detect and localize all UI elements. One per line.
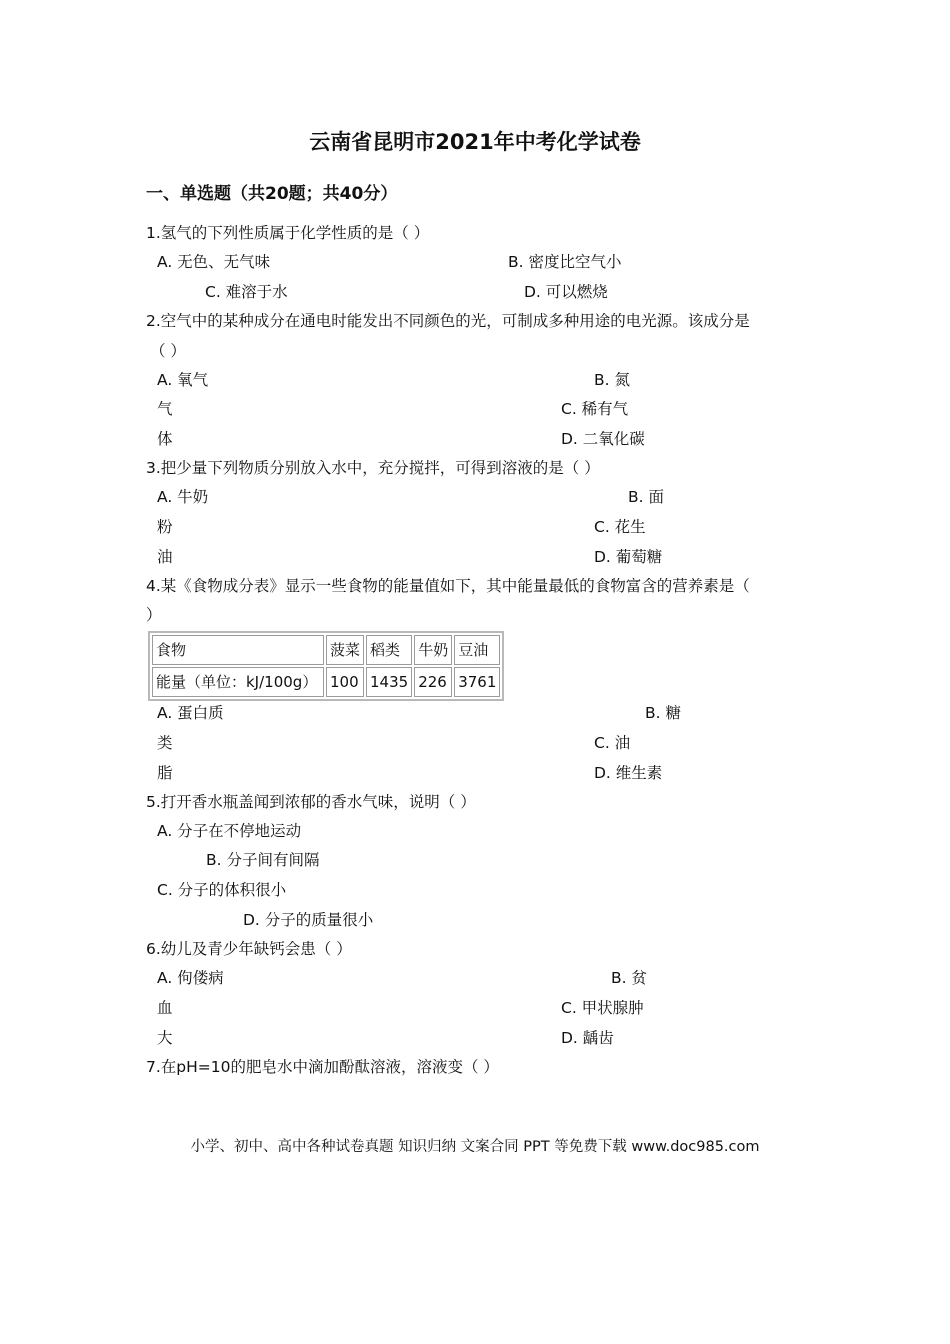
- question-3-option-c-wrap: 油: [157, 548, 173, 566]
- question-1-option-b: B. 密度比空气小: [508, 253, 622, 271]
- question-4-option-b-wrap: 类: [157, 734, 173, 752]
- question-3-option-d: D. 葡萄糖: [594, 548, 663, 566]
- question-4-option-b: B. 糖: [645, 704, 681, 722]
- question-6-option-b: B. 贫: [611, 969, 647, 987]
- question-5-option-d: D. 分子的质量很小: [243, 911, 374, 929]
- question-2-option-c: C. 稀有气: [561, 400, 629, 418]
- section-heading: 一、单选题（共20题；共40分）: [146, 184, 398, 204]
- question-3-option-b-wrap: 粉: [157, 518, 173, 536]
- table-cell: 3761: [454, 667, 500, 697]
- question-6-option-d: D. 龋齿: [561, 1029, 614, 1047]
- question-6-option-c-wrap: 大: [157, 1029, 173, 1047]
- question-2-option-b: B. 氮: [594, 371, 630, 389]
- table-cell: 牛奶: [414, 635, 452, 665]
- table-row: [152, 635, 500, 665]
- question-2-option-d: D. 二氧化碳: [561, 430, 645, 448]
- question-4-stem-continued: ）: [146, 606, 162, 624]
- table-cell: 食物: [152, 635, 324, 665]
- page-footer: 小学、初中、高中各种试卷真题 知识归纳 文案合同 PPT 等免费下载 www.doc985.com: [190, 1139, 760, 1155]
- question-1-option-a: A. 无色、无气味: [157, 253, 271, 271]
- table-cell: 豆油: [454, 635, 500, 665]
- table-cell: 菠菜: [326, 635, 364, 665]
- question-4-option-d: D. 维生素: [594, 764, 663, 782]
- question-4-option-a: A. 蛋白质: [157, 704, 224, 722]
- question-3-option-a: A. 牛奶: [157, 488, 209, 506]
- question-7-stem: 7.在pH=10的肥皂水中滴加酚酞溶液，溶液变（ ）: [146, 1058, 499, 1076]
- question-6-option-c: C. 甲状腺肿: [561, 999, 644, 1017]
- question-5-stem: 5.打开香水瓶盖闻到浓郁的香水气味，说明（ ）: [146, 793, 476, 811]
- question-3-option-c: C. 花生: [594, 518, 646, 536]
- table-cell: 1435: [366, 667, 412, 697]
- question-1-option-d: D. 可以燃烧: [524, 283, 608, 301]
- question-4-option-c-wrap: 脂: [157, 764, 173, 782]
- question-2-stem-continued: （ ）: [150, 342, 186, 360]
- question-2-option-a: A. 氧气: [157, 371, 209, 389]
- question-2-option-b-wrap: 气: [157, 400, 173, 418]
- table-cell: 稻类: [366, 635, 412, 665]
- question-3-option-b: B. 面: [628, 488, 664, 506]
- question-4-option-c: C. 油: [594, 734, 631, 752]
- question-5-option-b: B. 分子间有间隔: [206, 851, 320, 869]
- question-5-option-a: A. 分子在不停地运动: [157, 822, 302, 840]
- question-2-stem: 2.空气中的某种成分在通电时能发出不同颜色的光，可制成多种用途的电光源。该成分是: [146, 312, 750, 330]
- question-6-option-a: A. 佝偻病: [157, 969, 224, 987]
- table-cell: 能量（单位：kJ/100g）: [152, 667, 324, 697]
- table-cell: 100: [326, 667, 364, 697]
- page-title: 云南省昆明市2021年中考化学试卷: [309, 130, 641, 154]
- question-2-option-c-wrap: 体: [157, 430, 173, 448]
- question-4-stem: 4.某《食物成分表》显示一些食物的能量值如下，其中能量最低的食物富含的营养素是（: [146, 577, 750, 595]
- question-1-option-c: C. 难溶于水: [205, 283, 288, 301]
- question-5-option-c: C. 分子的体积很小: [157, 881, 287, 899]
- question-6-stem: 6.幼儿及青少年缺钙会患（ ）: [146, 940, 352, 958]
- table-cell: 226: [414, 667, 452, 697]
- question-1-stem: 1.氢气的下列性质属于化学性质的是（ ）: [146, 224, 430, 242]
- food-energy-table: [148, 631, 504, 701]
- question-6-option-b-wrap: 血: [157, 999, 173, 1017]
- question-3-stem: 3.把少量下列物质分别放入水中，充分搅拌，可得到溶液的是（ ）: [146, 459, 600, 477]
- table-row: [152, 667, 500, 697]
